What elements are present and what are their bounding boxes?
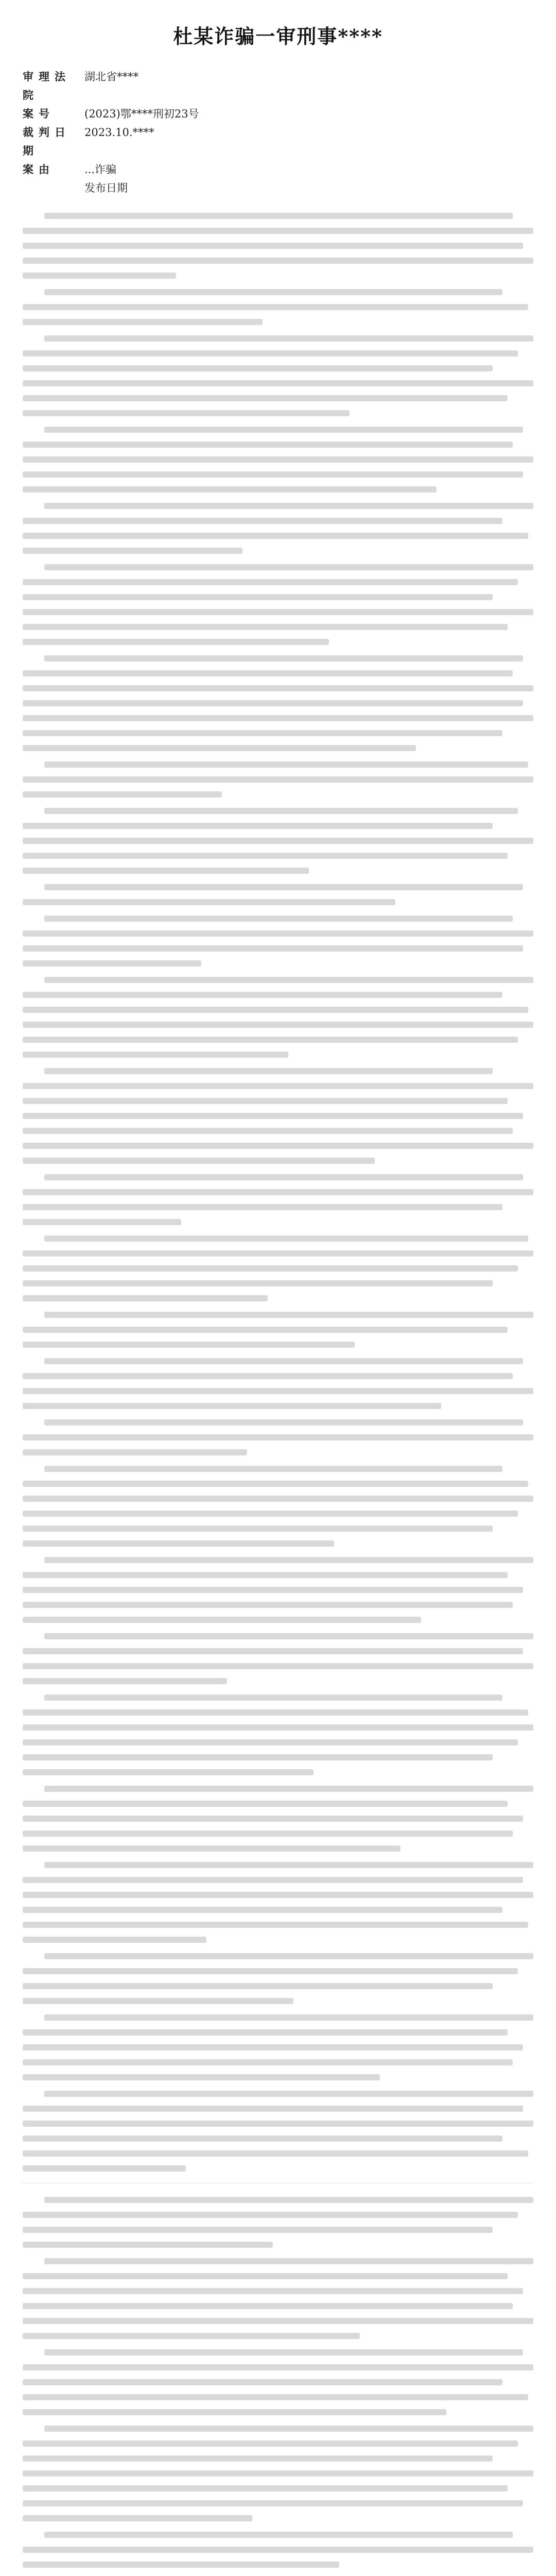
- text-line-placeholder: [23, 776, 533, 783]
- text-line-placeholder: [23, 992, 502, 998]
- meta-key: 案由: [23, 163, 55, 176]
- text-line-placeholder: [23, 1678, 227, 1684]
- text-line-placeholder: [23, 1295, 268, 1301]
- text-line-placeholder: [23, 1250, 533, 1257]
- document-title: 杜某诈骗一审刑事****: [173, 25, 383, 48]
- text-line-placeholder: [23, 2150, 528, 2157]
- meta-row: [23, 67, 533, 105]
- text-line-placeholder: [23, 2121, 533, 2127]
- text-line-placeholder: [23, 2547, 533, 2553]
- text-line-placeholder: [23, 1189, 533, 1195]
- text-line-placeholder: [23, 579, 518, 585]
- text-line-placeholder: [23, 1983, 493, 1989]
- text-line-placeholder: [23, 1496, 533, 1502]
- text-line-placeholder: [23, 1907, 502, 1913]
- text-line-placeholder: [23, 609, 533, 615]
- text-line-placeholder: [23, 2455, 493, 2462]
- case-meta: [23, 67, 533, 197]
- text-line-placeholder: [23, 2303, 513, 2309]
- text-line-placeholder: [23, 1922, 528, 1928]
- text-line-placeholder: [23, 624, 508, 630]
- text-line-placeholder: [23, 2165, 186, 2172]
- paragraph-placeholder: [23, 289, 533, 325]
- text-line-placeholder: [23, 1892, 533, 1898]
- text-line-placeholder: [23, 1540, 334, 1547]
- paragraph-placeholder: [23, 1312, 533, 1348]
- text-line-placeholder: [23, 1937, 206, 1943]
- meta-key: 审理法院: [23, 70, 71, 101]
- text-line-placeholder: [23, 700, 523, 706]
- meta-row: [23, 160, 533, 179]
- text-line-placeholder: [23, 1877, 523, 1883]
- text-line-placeholder: [23, 670, 513, 676]
- meta-value: 2023.10.****: [84, 126, 154, 139]
- text-line-placeholder: [44, 335, 533, 342]
- text-line-placeholder: [23, 1327, 508, 1333]
- text-line-placeholder: [23, 1769, 314, 1775]
- text-line-placeholder: [23, 365, 493, 371]
- text-line-placeholder: [44, 1174, 523, 1180]
- meta-value: ...诈骗: [84, 163, 117, 176]
- text-line-placeholder: [44, 916, 513, 922]
- text-line-placeholder: [44, 1953, 533, 1959]
- text-line-placeholder: [23, 730, 502, 736]
- text-line-placeholder: [23, 639, 329, 645]
- text-line-placeholder: [23, 471, 523, 478]
- text-line-placeholder: [23, 2059, 513, 2065]
- meta-row: [23, 179, 533, 197]
- text-line-placeholder: [44, 1235, 528, 1242]
- text-line-placeholder: [23, 1801, 508, 1807]
- text-line-placeholder: [44, 289, 502, 295]
- text-line-placeholder: [23, 2333, 360, 2339]
- text-line-placeholder: [44, 564, 533, 570]
- paragraph-placeholder: [23, 1466, 533, 1547]
- text-line-placeholder: [23, 243, 523, 249]
- paragraph-placeholder: [23, 808, 533, 874]
- text-line-placeholder: [23, 2212, 518, 2218]
- text-line-placeholder: [23, 1587, 523, 1593]
- text-line-placeholder: [23, 685, 533, 691]
- text-line-placeholder: [44, 2349, 523, 2355]
- text-line-placeholder: [23, 228, 533, 234]
- text-line-placeholder: [23, 1449, 247, 1455]
- text-line-placeholder: [23, 1739, 518, 1745]
- text-line-placeholder: [23, 1128, 513, 1134]
- text-line-placeholder: [23, 1709, 528, 1716]
- text-line-placeholder: [44, 1862, 533, 1868]
- text-line-placeholder: [44, 1419, 523, 1426]
- text-line-placeholder: [23, 2409, 446, 2415]
- text-line-placeholder: [23, 1831, 513, 1837]
- text-line-placeholder: [44, 2426, 533, 2432]
- text-line-placeholder: [23, 1007, 528, 1013]
- paragraph-placeholder: [23, 2349, 533, 2415]
- meta-key: 裁判日期: [23, 126, 71, 157]
- paragraph-placeholder: [23, 655, 533, 751]
- text-line-placeholder: [23, 853, 508, 859]
- text-line-placeholder: [23, 1143, 533, 1149]
- paragraph-placeholder: [23, 2014, 533, 2080]
- meta-key: 案号: [23, 107, 55, 120]
- text-line-placeholder: [23, 1663, 533, 1669]
- text-line-placeholder: [44, 1358, 523, 1364]
- text-line-placeholder: [23, 273, 176, 279]
- paragraph-placeholder: [23, 1557, 533, 1623]
- text-line-placeholder: [44, 2014, 533, 2021]
- text-line-placeholder: [44, 213, 513, 219]
- meta-row: [23, 123, 533, 160]
- paragraph-placeholder: [23, 2532, 533, 2568]
- text-line-placeholder: [44, 1557, 533, 1563]
- text-line-placeholder: [23, 1265, 518, 1272]
- text-line-placeholder: [23, 1342, 355, 1348]
- meta-value: 湖北省****: [84, 71, 138, 83]
- paragraph-placeholder: [23, 884, 533, 905]
- text-line-placeholder: [44, 1786, 533, 1792]
- meta-row: [23, 105, 533, 123]
- text-line-placeholder: [23, 1648, 523, 1654]
- text-line-placeholder: [23, 2242, 273, 2248]
- text-line-placeholder: [23, 1373, 513, 1379]
- meta-value: (2023)鄂****刑初23号: [84, 108, 199, 120]
- text-line-placeholder: [44, 1466, 502, 1472]
- paragraph-placeholder: [23, 213, 533, 279]
- paragraph-placeholder: [23, 1633, 533, 1684]
- text-line-placeholder: [23, 2288, 523, 2294]
- text-line-placeholder: [44, 2091, 533, 2097]
- paragraph-placeholder: [23, 1953, 533, 2004]
- text-line-placeholder: [23, 456, 533, 463]
- text-line-placeholder: [23, 2515, 252, 2521]
- text-line-placeholder: [23, 2470, 533, 2477]
- text-line-placeholder: [44, 1312, 533, 1318]
- text-line-placeholder: [23, 1388, 533, 1394]
- text-line-placeholder: [23, 2273, 508, 2279]
- text-line-placeholder: [23, 319, 263, 325]
- text-line-placeholder: [23, 2441, 518, 2447]
- text-line-placeholder: [23, 715, 533, 721]
- meta-key: [23, 179, 84, 197]
- text-line-placeholder: [23, 1816, 523, 1822]
- text-line-placeholder: [44, 2532, 513, 2538]
- text-line-placeholder: [23, 2364, 533, 2370]
- text-line-placeholder: [23, 2106, 523, 2112]
- text-line-placeholder: [44, 2258, 533, 2264]
- text-line-placeholder: [44, 884, 523, 890]
- text-line-placeholder: [23, 1113, 523, 1119]
- text-line-placeholder: [23, 1754, 493, 1760]
- text-line-placeholder: [23, 2394, 528, 2400]
- text-line-placeholder: [23, 2029, 508, 2036]
- text-line-placeholder: [23, 1434, 533, 1440]
- paragraph-placeholder: [23, 1862, 533, 1943]
- text-line-placeholder: [44, 427, 523, 433]
- text-line-placeholder: [23, 410, 350, 416]
- paragraph-placeholder: [23, 1419, 533, 1455]
- text-line-placeholder: [23, 1998, 293, 2004]
- text-line-placeholder: [23, 1602, 513, 1608]
- paragraph-placeholder: [23, 564, 533, 645]
- paragraph-placeholder: [23, 2258, 533, 2339]
- text-line-placeholder: [23, 486, 437, 493]
- text-line-placeholder: [23, 1219, 181, 1225]
- text-line-placeholder: [23, 960, 201, 967]
- text-line-placeholder: [23, 350, 518, 357]
- text-line-placeholder: [23, 838, 533, 844]
- text-line-placeholder: [23, 1204, 502, 1210]
- text-line-placeholder: [23, 2379, 502, 2385]
- paragraph-placeholder: [23, 1694, 533, 1775]
- text-line-placeholder: [23, 518, 502, 524]
- text-line-placeholder: [23, 1572, 508, 1578]
- text-line-placeholder: [23, 823, 493, 829]
- text-line-placeholder: [44, 761, 528, 768]
- text-line-placeholder: [23, 2227, 493, 2233]
- text-line-placeholder: [23, 899, 395, 905]
- paragraph-placeholder: [23, 1235, 533, 1301]
- paragraph-placeholder: [23, 503, 533, 554]
- text-line-placeholder: [23, 1526, 493, 1532]
- text-line-placeholder: [23, 930, 533, 937]
- judgment-body: [23, 213, 533, 2576]
- text-line-placeholder: [23, 1052, 288, 1058]
- text-line-placeholder: [23, 1511, 518, 1517]
- text-line-placeholder: [23, 1724, 533, 1731]
- text-line-placeholder: [23, 304, 528, 310]
- text-line-placeholder: [23, 2500, 523, 2506]
- paragraph-placeholder: [23, 1786, 533, 1852]
- text-line-placeholder: [23, 548, 242, 554]
- paragraph-placeholder: [23, 761, 533, 798]
- text-line-placeholder: [23, 1280, 493, 1286]
- paragraph-placeholder: [23, 335, 533, 416]
- text-line-placeholder: [23, 1617, 421, 1623]
- paragraph-placeholder: [23, 1068, 533, 1164]
- text-line-placeholder: [44, 1633, 533, 1639]
- text-line-placeholder: [23, 258, 533, 264]
- text-line-placeholder: [44, 1694, 502, 1701]
- text-line-placeholder: [44, 808, 518, 814]
- text-line-placeholder: [23, 380, 533, 386]
- text-line-placeholder: [23, 2485, 508, 2492]
- text-line-placeholder: [44, 977, 533, 983]
- text-line-placeholder: [23, 533, 528, 539]
- text-line-placeholder: [23, 395, 508, 401]
- paragraph-placeholder: [23, 427, 533, 493]
- text-line-placeholder: [23, 1403, 441, 1409]
- text-line-placeholder: [23, 2044, 523, 2050]
- text-line-placeholder: [23, 442, 513, 448]
- text-line-placeholder: [23, 1083, 533, 1089]
- text-line-placeholder: [23, 2074, 380, 2080]
- text-line-placeholder: [23, 2562, 339, 2568]
- text-line-placeholder: [44, 503, 533, 509]
- text-line-placeholder: [23, 2318, 533, 2324]
- text-line-placeholder: [23, 2136, 502, 2142]
- text-line-placeholder: [44, 655, 523, 662]
- text-line-placeholder: [23, 1845, 401, 1852]
- paragraph-placeholder: [23, 2091, 533, 2172]
- text-line-placeholder: [23, 1158, 375, 1164]
- text-line-placeholder: [23, 594, 493, 600]
- paragraph-placeholder: [23, 1174, 533, 1225]
- text-line-placeholder: [23, 868, 309, 874]
- text-line-placeholder: [23, 1481, 528, 1487]
- paragraph-placeholder: [23, 1358, 533, 1409]
- paragraph-placeholder: [23, 2197, 533, 2248]
- meta-value: 发布日期: [84, 182, 128, 194]
- paragraph-placeholder: [23, 2426, 533, 2521]
- text-line-placeholder: [44, 1068, 493, 1074]
- text-line-placeholder: [23, 791, 222, 798]
- paragraph-placeholder: [23, 977, 533, 1058]
- text-line-placeholder: [23, 945, 523, 952]
- text-line-placeholder: [23, 1022, 533, 1028]
- paragraph-placeholder: [23, 916, 533, 967]
- text-line-placeholder: [44, 2197, 533, 2203]
- text-line-placeholder: [23, 1968, 518, 1974]
- text-line-placeholder: [23, 745, 416, 751]
- text-line-placeholder: [23, 1098, 508, 1104]
- text-line-placeholder: [23, 1037, 518, 1043]
